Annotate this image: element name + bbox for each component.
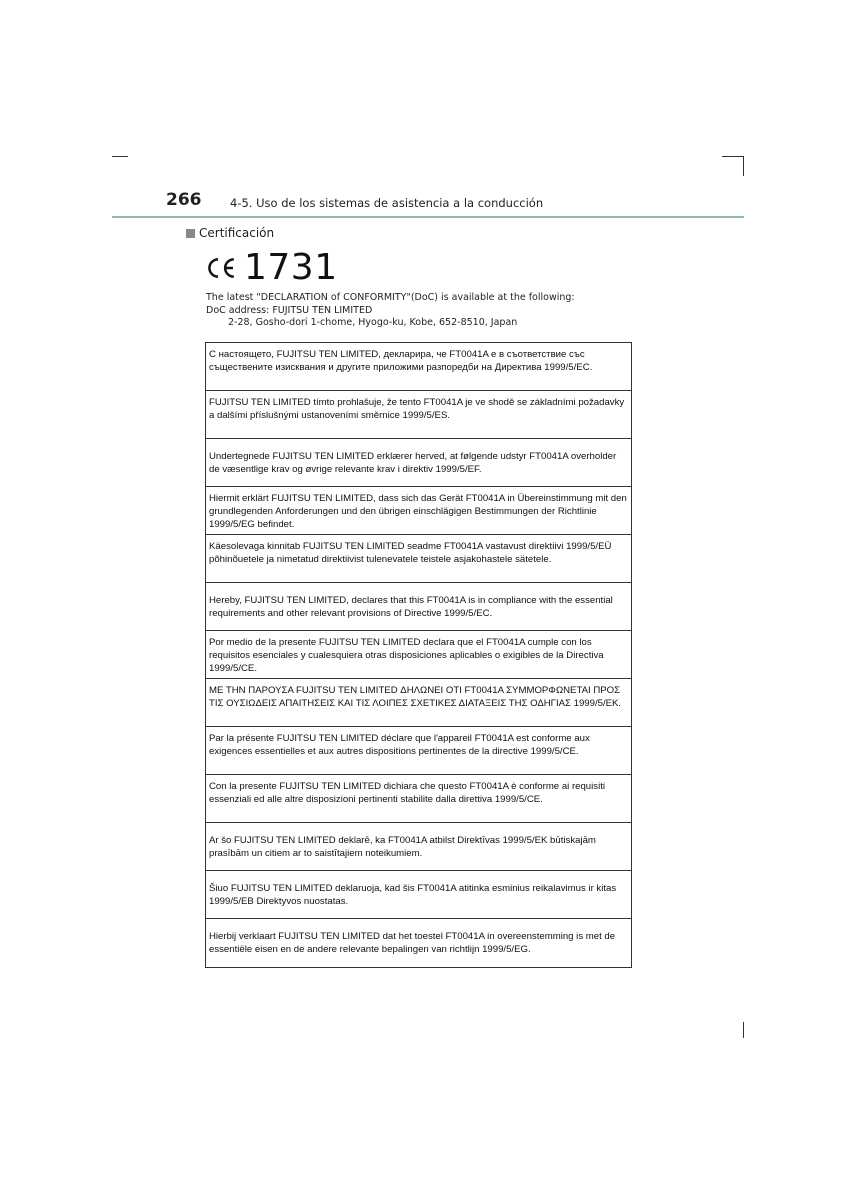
doc-info-block	[206, 292, 575, 330]
header-divider	[112, 216, 744, 218]
doc-address-street: 2-28, Gosho-dori 1-chome, Hyogo-ku, Kobe, 652-8510, Japan	[228, 317, 518, 328]
page-number: 266	[166, 190, 202, 210]
declaration-german: Hiermit erklärt FUJITSU TEN LIMITED, dass sich das Gerät FT0041A in Übereinstimmung mit den grundlegenden Anforderungen und den übrigen einschlägigen Bestimmungen der Richtlinie 1999/5/EG befindet.	[206, 487, 631, 535]
section-title: Certificación	[199, 226, 275, 240]
ce-certification-mark	[206, 247, 338, 288]
declaration-latvian: Ar šo FUJITSU TEN LIMITED deklarē, ka FT0041A atbilst Direktīvas 1999/5/EK būtiskajām prasībām un citiem ar to saistītajiem noteikumiem.	[206, 823, 631, 871]
crop-mark-bottom-right	[743, 1022, 744, 1038]
section-heading	[186, 226, 274, 240]
declarations-table	[205, 342, 632, 968]
declaration-italian: Con la presente FUJITSU TEN LIMITED dichiara che questo FT0041A è conforme ai requisiti essenziali ed alle altre disposizioni pertinenti stabilite dalla direttiva 1999/5/CE.	[206, 775, 631, 823]
declaration-danish: Undertegnede FUJITSU TEN LIMITED erklærer herved, at følgende udstyr FT0041A overholder de væsentlige krav og øvrige relevante krav i direktiv 1999/5/EF.	[206, 439, 631, 487]
declaration-estonian: Käesolevaga kinnitab FUJITSU TEN LIMITED seadme FT0041A vastavust direktiivi 1999/5/EÜ põhinõuetele ja nimetatud direktiivist tulenevatele teistele asjakohastele sätetele.	[206, 535, 631, 583]
declaration-french: Par la présente FUJITSU TEN LIMITED déclare que l'appareil FT0041A est conforme aux exigences essentielles et aux autres dispositions pertinentes de la directive 1999/5/CE.	[206, 727, 631, 775]
doc-address-label: DoC address: FUJITSU TEN LIMITED	[206, 304, 373, 316]
declaration-czech: FUJITSU TEN LIMITED tímto prohlašuje, že tento FT0041A je ve shodě se základními požadavky a dalšími příslušnými ustanoveními směrnice 1999/5/ES.	[206, 391, 631, 439]
crop-mark-top-right-v	[743, 156, 744, 176]
crop-mark-top-right-h	[722, 156, 744, 157]
declaration-greek: ΜΕ ΤΗΝ ΠΑΡΟΥΣΑ FUJITSU TEN LIMITED ΔΗΛΩΝΕΙ ΟΤΙ FT0041A ΣΥΜΜΟΡΦΩΝΕΤΑΙ ΠΡΟΣ ΤΙΣ ΟΥΣΙΩΔΕΙΣ ΑΠΑΙΤΗΣΕΙΣ ΚΑΙ ΤΙΣ ΛΟΙΠΕΣ ΣΧΕΤΙΚΕΣ ΔΙΑΤΑΞΕΙΣ ΤΗΣ ΟΔΗΓΙΑΣ 1999/5/ΕΚ.	[206, 679, 631, 727]
declaration-dutch: Hierbij verklaart FUJITSU TEN LIMITED dat het toestel FT0041A in overeenstemming is met de essentiële eisen en de andere relevante bepalingen van richtlijn 1999/5/EG.	[209, 931, 616, 955]
square-bullet-icon	[186, 229, 195, 238]
declaration-lithuanian: Šiuo FUJITSU TEN LIMITED deklaruoja, kad šis FT0041A atitinka esminius reikalavimus ir kitas 1999/5/EB Direktyvos nuostatas.	[206, 871, 631, 919]
declaration-bulgarian: С настоящето, FUJITSU TEN LIMITED, декларира, че FT0041A е в съответствие със съществените изисквания и другите приложими разпоредби на Директива 1999/5/EC.	[206, 343, 631, 391]
declaration-english: Hereby, FUJITSU TEN LIMITED, declares that this FT0041A is in compliance with the essential requirements and other relevant provisions of Directive 1999/5/EC.	[206, 583, 631, 631]
declaration-spanish: Por medio de la presente FUJITSU TEN LIMITED declara que el FT0041A cumple con los requisitos esenciales y cualesquiera otras disposiciones aplicables o exigibles de la Directiva 1999/5/CE.	[206, 631, 631, 679]
chapter-title: 4-5. Uso de los sistemas de asistencia a la conducción	[230, 196, 544, 210]
crop-mark-top-left	[112, 156, 128, 157]
ce-notified-body-number: 1731	[244, 247, 338, 288]
ce-mark-icon	[206, 257, 238, 279]
doc-availability-text: The latest "DECLARATION of CONFORMITY"(DoC) is available at the following:	[206, 292, 575, 303]
